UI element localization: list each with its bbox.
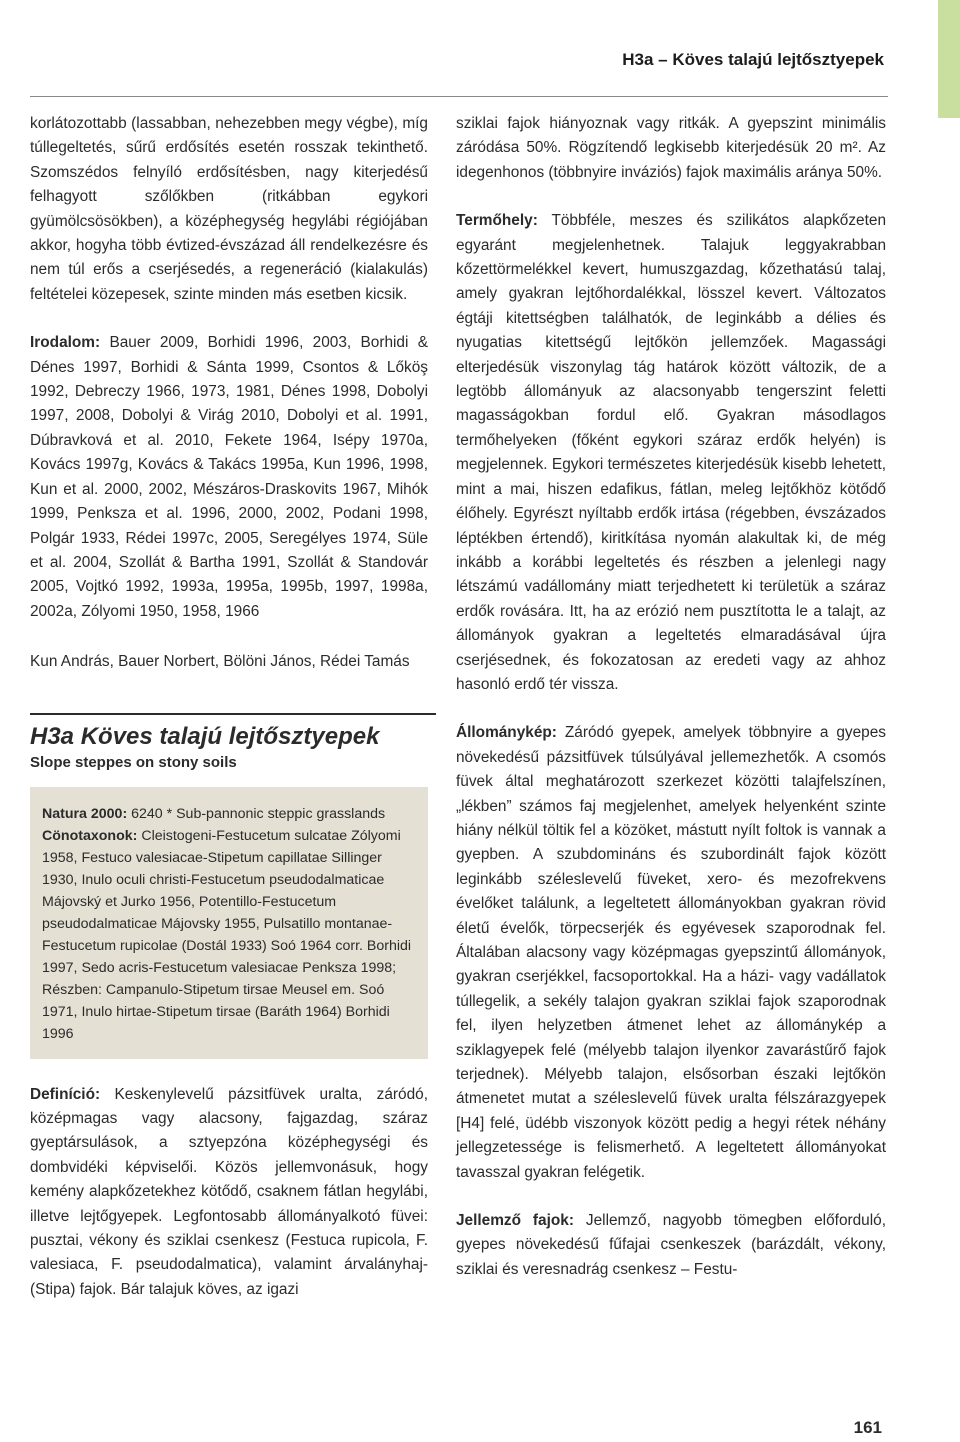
natura-text: 6240 * Sub-pannonic steppic grasslands <box>131 805 386 822</box>
section-subtitle: Slope steppes on stony soils <box>30 753 237 771</box>
literature-paragraph <box>30 331 428 624</box>
cenotaxa-label: Cönotaxonok: <box>42 827 138 844</box>
habitat-paragraph <box>456 209 886 697</box>
authors: Kun András, Bauer Norbert, Bölöni János, Rédei Tamás <box>30 653 410 671</box>
continuation-paragraph: sziklai fajok hiányoznak vagy ritkák. A gyepszint minimális záródása 50%. Rögzítendő legkisebb kiterjedésük 20 m². Az idegenhonos (többnyire inváziós) fajok maximális aránya 50%. <box>456 115 886 181</box>
cenotaxa-text: Cleistogeni-Festucetum sulcatae Zólyomi 1958, Festuco valesiacae-Stipetum capillatae Sillinger 1930, Inulo oculi christi-Festucetum pseudodalmaticae Májovský et Jurko 1956, Potentillo-Festucetum pseudodalmaticae Májovsky 1955, Pulsatillo montanae-Festucetum rupicolae (Dostál 1933) Soó 1964 corr. Borhidi 1997, Sedo acris-Festucetum valesiacae Penksza 1998; Részben: Campanulo-Stipetum tirsae Meusel em. Soó 1971, Inulo hirtae-Stipetum tirsae (Baráth 1964) Borhidi 1996 <box>42 827 412 1042</box>
definition-text: Keskenylevelű pázsitfüvek uralta, záródó, középmagas vagy alacsony, fajgazdag, száraz gyeptársulások, a sztyepzóna középhegységi és dombvidéki képviselői. Közös jellemvonásuk, hogy kemény alapkőzetekhez kötődő, csaknem fátlan hegylábi, illetve lejtőgyepek. Legfontosabb állományalkotó füvei: pusztai, vékony és sziklai csenkesz (Festuca rupicola, F. valesiaca, F. pseudodalmatica), valamint árvalányhaj- (Stipa) fajok. Bár talajuk köves, az igazi <box>30 1085 429 1298</box>
chapter-tab-strip <box>938 0 960 118</box>
natura-label: Natura 2000: <box>42 805 128 822</box>
stand-label: Állománykép: <box>456 724 557 742</box>
intro-paragraph: korlátozottabb (lassabban, nehezebben megy végbe), míg túllegeltetés, sűrű erdősítés esetén rosszak tekinthető. Szomszédos felnyíló erdősítésben, nagy kiterjedésű felhagyott szőlőkben (ritkábban egykori gyümölcsösökben), a középhegység hegylábi régiójában akkor, hogyha több évtized-évszázad áll rendelkezésre és nem túl erős a cserjésedés, a regeneráció (kialakulás) feltételei közepesek, szinte minden más esetben kicsik. <box>30 115 428 303</box>
stand-text: Záródó gyepek, amelyek többnyire a gyepes növekedésű pázsitfüvek túlsúlyával jellemezhetők. A csomós füvek által meghatározott szerkezet közötti talajfelszínen, „lékben” számos faj megjelenhet, amelyek helyenként szinte hiány nélkül töltik fel a közöket, mástutt nyílt foltok is vannak a gyepben. A szubdomináns és szubordinált fajok között leginkább széleslevelű füveket, xero- és mezofrekvens évelőket találunk, a legeltetett állományokban gyakran rövid életű évelők, törpecserjék és egyévesek szaporodnak fel. Általában alacsony vagy középmagas gyepszintű állományok, gyakran cserjékkel, facsoportokkal. Ha a házi- vagy vadállatok túllegelik, a sekély talajon gyakran sziklai fajok szaporodnak fel, ilyen helyzetben átmenet lehet az állománykép a sziklagyepek felé (mélyebb talajon ilyenkor zavarástűrő fajok terjednek). Mélyebb talajon, elsősorban északi lejtőkön átmenetet mutat a széleslevelű füvek uralta félszárazgyepek [H4] felé, üdébb viszonyok között pedig a hegyi rétek néhány jellegzetessége is felismerhető. A legeltetett állományokat tavasszal gyakran felégetik. <box>456 724 886 1181</box>
running-header: H3a – Köves talajú lejtősztyepek <box>622 50 884 69</box>
species-label: Jellemző fajok: <box>456 1212 574 1230</box>
section-title: H3a Köves talajú lejtősztyepek <box>30 722 380 750</box>
natura-line <box>42 803 416 825</box>
header-rule <box>30 96 888 97</box>
cenotaxa-line <box>42 825 416 1045</box>
stand-paragraph <box>456 721 886 1185</box>
species-text: Jellemző, nagyobb tömegben előforduló, gyepes növekedésű fűfajai csenkeszek (barázdált, vékony, sziklai és veresnadrág csenkesz – Festu- <box>456 1212 886 1278</box>
species-paragraph <box>456 1209 886 1282</box>
classification-box <box>30 787 428 1059</box>
section-rule <box>30 713 436 715</box>
page-number: 161 <box>853 1418 882 1437</box>
definition-label: Definíció: <box>30 1085 101 1103</box>
habitat-label: Termőhely: <box>456 212 538 230</box>
habitat-text: Többféle, meszes és szilikátos alapkőzeten egyaránt megjelenhetnek. Talajuk leggyakrabban kőzettörmelékkel kevert, humuszgazdag, kőzethatású talaj, amely gyakran lejtőhordalékkal, lösszel kevert. Változatos égtáji kitettségben találhatók, de leginkább a délies és nyugatias kitettségű lejtőkön jellemzőek. Magassági elterjedésük viszonylag tág határok között változik, de a legtöbb állományuk az alacsonyabb tengerszint feletti magasságokban fordul elő. Gyakran másodlagos termőhelyeken (főként egykori száraz erdők helyén) is megjelennek. Egykori természetes kiterjedésük kisebb lehetett, mint a mai, hiszen edafikus, fátlan, meleg lejtőkhöz kötődő élőhely. Egyrészt nyíltabb erdők irtása (régebben, évszázados léptékben értendő), kiritkítása nyomán alakultak ki, de még inkább a korábbi legeltetés és részben a jelenlegi nagy létszámú vadállomány miatt terjedhetett ki területük a száraz erdők rovására. Itt, ha az erózió nem pusztította le a talajt, az állományok gyakran a legeltetés elmaradásával újra cserjésednek, és fokozatosan az eredeti vagy az ahhoz hasonló erdő tér vissza. <box>456 212 886 693</box>
right-column <box>456 112 886 1282</box>
definition-paragraph <box>30 1083 428 1303</box>
left-column <box>30 112 428 1302</box>
literature-label: Irodalom: <box>30 334 101 352</box>
literature-text: Bauer 2009, Borhidi 1996, 2003, Borhidi & Dénes 1997, Borhidi & Sánta 1999, Csontos & Lőköş 1992, Debreczy 1966, 1973, 1981, Dénes 1998, Dobolyi 1997, 2008, Dobolyi & Virág 2010, Dobolyi et al. 1991, Dúbravková et al. 2010, Fekete 1964, Isépy 1970a, Kovács 1997g, Kovács & Takács 1995a, Kun 1996, 1998, Kun et al. 2000, 2002, Mészáros-Draskovits 1967, Mihók 1999, Penksza et al. 1996, 2000, 2002, Podani 1998, Polgár 1933, Rédei 1997c, 2005, Seregélyes 1974, Süle et al. 2004, Szollát & Bartha 1991, Szollát & Standovár 2005, Vojtkó 1992, 1993a, 1995a, 1995b, 1997, 1998a, 2002a, Zólyomi 1950, 1958, 1966 <box>30 334 428 620</box>
